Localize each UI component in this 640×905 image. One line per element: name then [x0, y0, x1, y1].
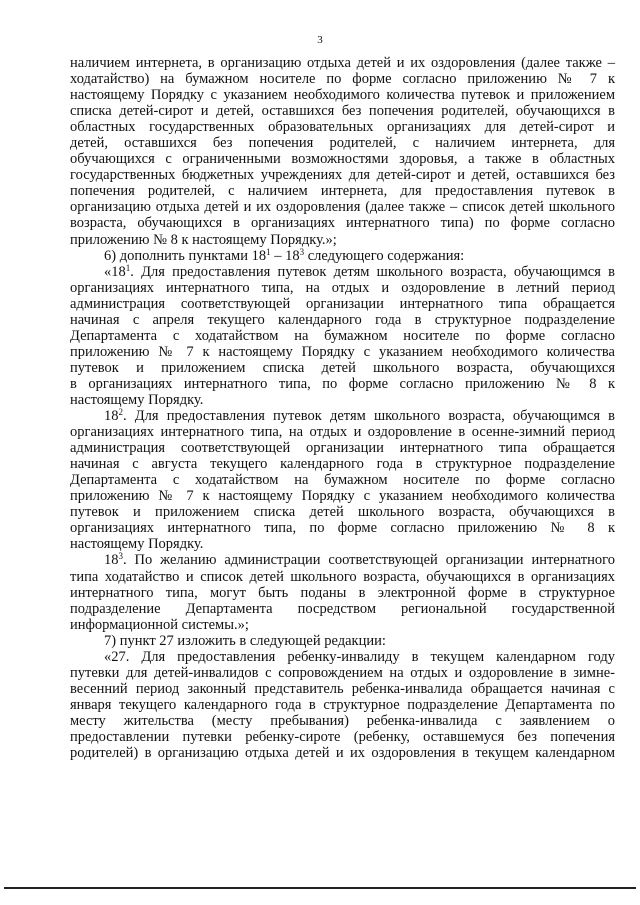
- amendment-6-heading: 6) дополнить пунктами $18^1 - 18^3$ следующего содержания:: [104, 246, 465, 264]
- clause-27-first-line: «27. Для предоставления ребенку-инвалиду в текущем календарном году: [104, 648, 615, 665]
- amendment-7-heading: 7) пункт 27 изложить в следующей редакции:: [104, 632, 386, 649]
- text-line: настоящему Порядку.: [70, 391, 204, 408]
- text-line: государственных бюджетных учреждениях для детей-сирот и детей, оставшихся без: [70, 167, 615, 184]
- text-line: Департамента с ходатайством на бумажном носителе по форме согласно: [70, 472, 615, 489]
- text-line: путевок и приложением списка детей школьного возраста, обучающихся в: [70, 504, 615, 521]
- text-line: начиная с августа текущего календарного года в структурное подразделение: [70, 456, 615, 473]
- text-line: настоящему Порядку.: [70, 536, 204, 553]
- text-line: приложению № 8 к настоящему Порядку.»;: [70, 231, 337, 248]
- text-line: организациях интернатного типа, по форме согласно приложению № 8 к: [70, 520, 615, 537]
- text-line: возраста, обучающихся в организациях интернатного типа) по форме согласно: [70, 215, 615, 232]
- text-line: предоставлении путевки ребенку-сироте (ребенку, оставшемуся без попечения: [70, 728, 615, 745]
- text-line: весенний период законный представитель ребенка-инвалида обращается начиная с: [70, 680, 615, 697]
- text-line: приложению № 7 к настоящему Порядку с указанием необходимого количества: [70, 488, 615, 505]
- text-line: начиная с апреля текущего календарного года в структурное подразделение: [70, 311, 615, 328]
- text-line: детей, оставшихся без попечения родителей, с наличием интернета, для: [70, 135, 615, 152]
- clause-18-3-first-line: $18^3$. По желанию администрации соответствующей организации интернатного: [104, 551, 615, 569]
- text-line: интернатного типа, могут быть поданы в электронной форме в структурное: [70, 584, 615, 601]
- text-line: информационной системы.»;: [70, 616, 249, 633]
- text-line: типа ходатайство и список детей школьного возраста, обучающихся в организациях: [70, 568, 615, 585]
- text-line: организациях интернатного типа, на отдых и оздоровление в осенне-зимний период: [70, 424, 615, 441]
- text-line: путевки для детей-инвалидов с сопровождением на отдых и оздоровление в зимне-: [70, 664, 615, 681]
- text-line: в организациях интернатного типа, по форме согласно приложению № 8 к: [70, 375, 615, 392]
- text-line: администрация соответствующей организации интернатного типа обращается: [70, 440, 615, 457]
- clause-18-1-first-line: «$18^1$. Для предоставления путевок детям школьного возраста, обучающимся в: [104, 262, 615, 280]
- text-line: подразделение Департамента посредством региональной государственной: [70, 600, 615, 617]
- text-line: областных государственных образовательных организациях для детей-сирот и: [70, 119, 615, 136]
- text-line: администрация соответствующей организации интернатного типа обращается: [70, 295, 615, 312]
- text-line: января текущего календарного года в структурное подразделение Департамента по: [70, 696, 615, 713]
- text-line: месту жительства (месту пребывания) ребенка-инвалида с заявлением о: [70, 712, 615, 729]
- document-body: [70, 55, 615, 761]
- text-line: Департамента с ходатайством на бумажном носителе по форме согласно: [70, 327, 615, 344]
- text-line: приложению № 7 к настоящему Порядку с указанием необходимого количества: [70, 343, 615, 360]
- text-line: путевок и приложением списка детей школьного возраста, обучающихся: [70, 359, 615, 376]
- clause-18-2-first-line: $18^2$. Для предоставления путевок детям школьного возраста, обучающимся в: [104, 407, 615, 425]
- text-line: обучающихся с ограниченными возможностями здоровья, а также в областных: [70, 151, 615, 168]
- text-line: списка детей-сирот и детей, оставшихся без попечения родителей, обучающихся в: [70, 103, 615, 120]
- page-number: 3: [317, 34, 323, 46]
- text-line: попечения родителей, с наличием интернета, для предоставления путевок в: [70, 183, 615, 200]
- text-line: организациях интернатного типа, на отдых и оздоровление в летний период: [70, 279, 615, 296]
- text-line: родителей) в организацию отдыха детей и их оздоровления в текущем календарном: [70, 745, 615, 762]
- text-line: ходатайство) на бумажном носителе по форме согласно приложению № 7 к: [70, 71, 615, 88]
- text-line: наличием интернета, в организацию отдыха детей и их оздоровления (далее также –: [70, 55, 615, 71]
- text-line: настоящему Порядку с указанием необходимого количества путевок и приложением: [70, 87, 615, 104]
- bottom-rule: [4, 887, 636, 889]
- text-line: организацию отдыха детей и их оздоровления (далее также – список детей школьного: [70, 199, 615, 216]
